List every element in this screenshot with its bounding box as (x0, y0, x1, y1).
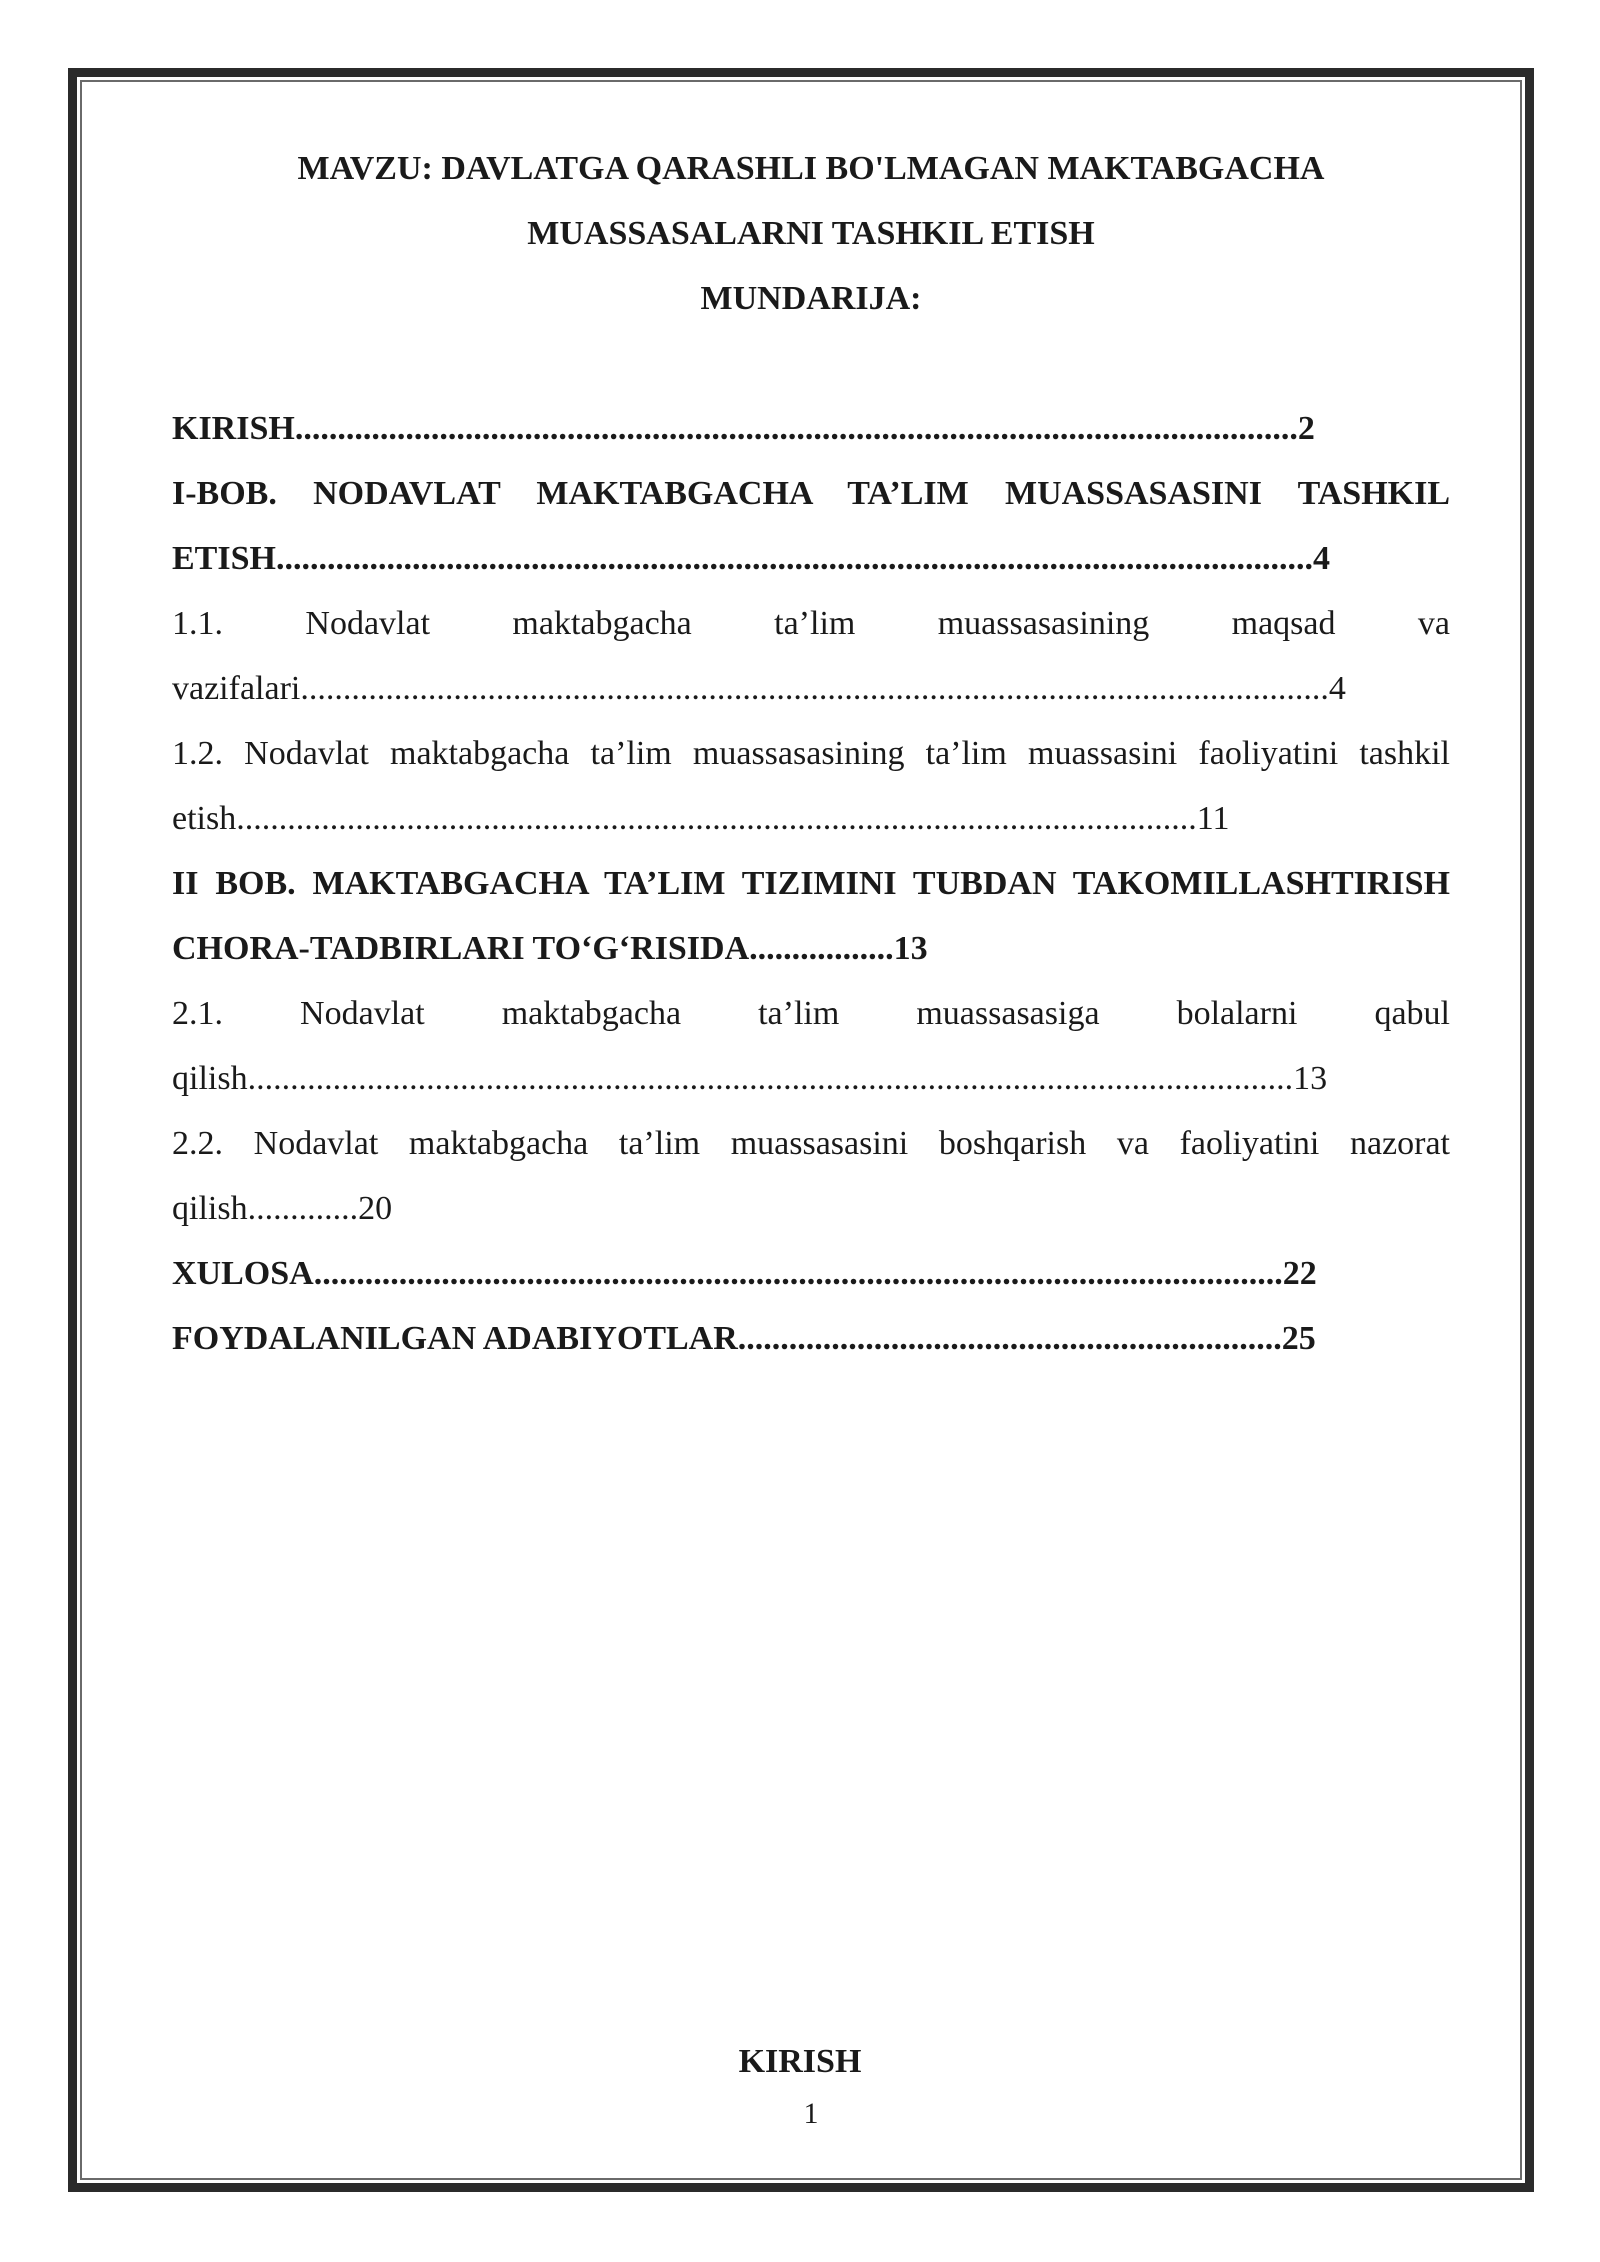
toc-entry-dots: .................................................................................................................. (313, 1255, 1283, 1292)
toc-entry-dots: ................. (749, 930, 894, 967)
toc-entry-label: 1.1. Nodavlat maktabgacha ta’lim muassasasining maqsad va vazifalari (172, 605, 1450, 707)
next-section-heading: KIRISH (738, 2043, 862, 2080)
page-number: 1 (803, 2097, 819, 2130)
toc-entry-page: 4 (1328, 670, 1346, 707)
toc-entry-section-1-1[interactable] (172, 591, 1450, 721)
toc-entry-section-1-2[interactable] (172, 721, 1450, 851)
toc-entry-dots: ........................................................................................................................... (247, 1060, 1294, 1097)
toc-entry-dots: .......................................................................................................................... (275, 540, 1313, 577)
toc-entry-label: XULOSA (172, 1255, 314, 1292)
document-body (172, 136, 1450, 1371)
toc-entry-label: 2.1. Nodavlat maktabgacha ta’lim muassasasiga bolalarni qabul qilish (172, 995, 1450, 1097)
toc-entry-label: FOYDALANILGAN ADABIYOTLAR (172, 1320, 738, 1357)
toc-entry-chapter-1[interactable] (172, 461, 1450, 591)
toc-entry-page: 4 (1312, 540, 1330, 577)
toc-entry-section-2-1[interactable] (172, 981, 1450, 1111)
toc-entry-xulosa[interactable] (172, 1241, 1450, 1306)
toc-entry-page: 25 (1281, 1320, 1316, 1357)
toc-entry-dots: ......................................................................................................................... (300, 670, 1329, 707)
toc-entry-label: KIRISH (172, 410, 295, 447)
table-of-contents (172, 396, 1450, 1371)
toc-entry-page: 13 (893, 930, 928, 967)
toc-entry-page: 22 (1282, 1255, 1317, 1292)
document-title-line2: MUASSASALARNI TASHKIL ETISH (527, 215, 1095, 252)
toc-entry-section-2-2[interactable] (172, 1111, 1450, 1241)
toc-entry-dots: ................................................................ (737, 1320, 1282, 1357)
toc-entry-page: 13 (1293, 1060, 1328, 1097)
toc-entry-label: I-BOB. NODAVLAT MAKTABGACHA TA’LIM MUASSASASINI TASHKIL ETISH (172, 475, 1450, 577)
toc-entry-label: 1.2. Nodavlat maktabgacha ta’lim muassasasining ta’lim muassasini faoliyatini tashkil etish (172, 735, 1450, 837)
toc-entry-kirish[interactable] (172, 396, 1450, 461)
toc-entry-dots: ............. (247, 1190, 359, 1227)
toc-entry-page: 20 (358, 1190, 393, 1227)
toc-entry-dots: ...................................................................................................................... (294, 410, 1298, 447)
toc-entry-dots: ................................................................................................................. (236, 800, 1197, 837)
toc-entry-page: 2 (1297, 410, 1315, 447)
toc-heading: MUNDARIJA: (700, 280, 922, 317)
toc-entry-label: 2.2. Nodavlat maktabgacha ta’lim muassasasini boshqarish va faoliyatini nazorat qilish (172, 1125, 1450, 1227)
toc-entry-chapter-2[interactable] (172, 851, 1450, 981)
toc-entry-references[interactable] (172, 1306, 1450, 1371)
toc-entry-page: 11 (1196, 800, 1230, 837)
toc-entry-label: II BOB. MAKTABGACHA TA’LIM TIZIMINI TUBDAN TAKOMILLASHTIRISH CHORA-TADBIRLARI TO‘G‘RISIDA (172, 865, 1450, 967)
document-title-line1: MAVZU: DAVLATGA QARASHLI BO'LMAGAN MAKTABGACHA (297, 150, 1325, 187)
